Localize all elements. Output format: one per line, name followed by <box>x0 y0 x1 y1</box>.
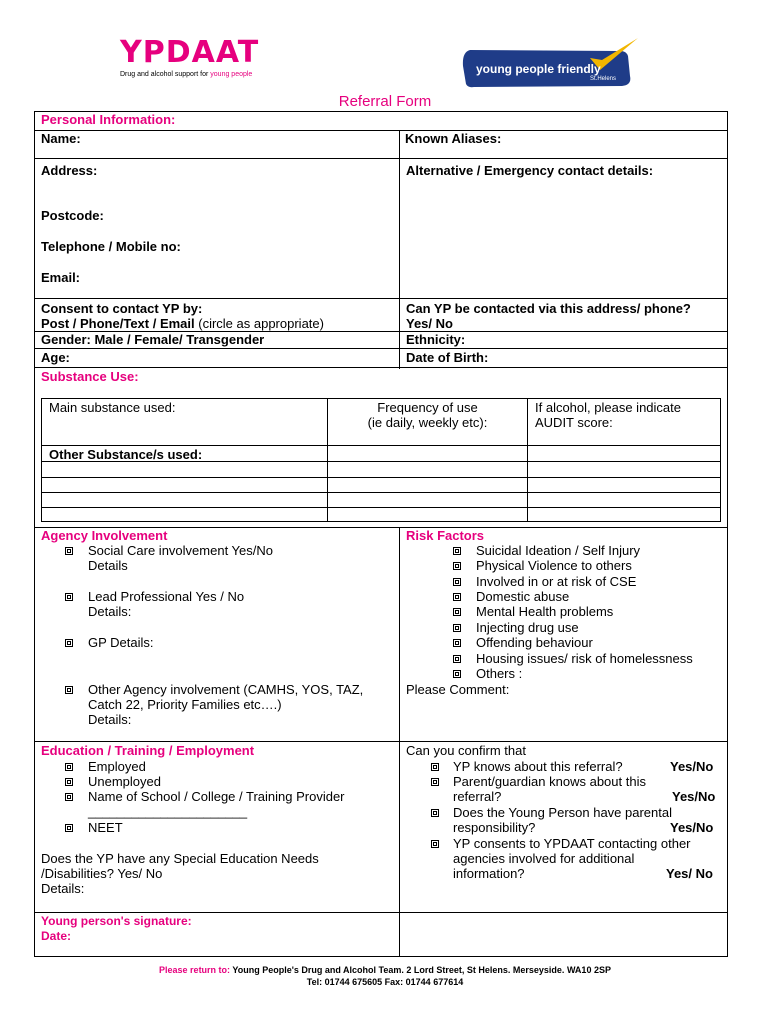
checkbox-icon <box>453 578 461 586</box>
other-agency-label-1: Other Agency involvement (CAMHS, YOS, TAZ, <box>88 682 364 697</box>
checkbox-icon <box>453 639 461 647</box>
checkbox-icon <box>453 670 461 678</box>
signature-label: Young person's signature: <box>41 914 192 928</box>
risk-item: Involved in or at risk of CSE <box>476 574 637 589</box>
lead-professional-details: Details: <box>88 604 132 619</box>
lead-professional-label: Lead Professional Yes / No <box>88 589 245 604</box>
aliases-label: Known Aliases: <box>405 131 502 146</box>
address-label: Address: <box>41 163 98 178</box>
confirm-q4-answer: Yes/ No <box>666 866 713 881</box>
date-label: Date: <box>41 929 72 943</box>
confirm-q3-answer: Yes/No <box>670 820 714 835</box>
school-label: Name of School / College / Training Provider <box>88 789 345 804</box>
confirm-intro: Can you confirm that <box>406 743 526 758</box>
confirm-q4-2: agencies involved for additional <box>453 851 635 866</box>
personal-section-heading: Personal Information: <box>41 112 176 127</box>
dob-label: Date of Birth: <box>406 350 489 365</box>
confirm-q3-2: responsibility? <box>453 820 536 835</box>
checkbox-icon <box>65 778 73 786</box>
checkbox-icon <box>65 824 73 832</box>
checkbox-icon <box>453 562 461 570</box>
confirm-q1: YP knows about this referral? <box>453 759 623 774</box>
checkbox-icon <box>65 639 73 647</box>
confirm-q2-1: Parent/guardian knows about this <box>453 774 646 789</box>
risk-comment-label: Please Comment: <box>406 682 510 697</box>
agency-section-heading: Agency Involvement <box>41 528 168 543</box>
sen-label-2: /Disabilities? Yes/ No <box>41 866 163 881</box>
school-blank-line: ______________________ <box>88 804 248 819</box>
confirm-q4-1: YP consents to YPDAAT contacting other <box>453 836 691 851</box>
confirm-q2-2: referral? <box>453 789 502 804</box>
confirm-q1-answer: Yes/No <box>670 759 714 774</box>
sen-details: Details: <box>41 881 85 896</box>
checkbox-icon <box>65 686 73 694</box>
alt-contact-label: Alternative / Emergency contact details: <box>406 163 654 178</box>
gp-details-label: GP Details: <box>88 635 154 650</box>
ypf-logo-sub: St.Helens <box>590 76 617 82</box>
risk-item: Suicidal Ideation / Self Injury <box>476 543 641 558</box>
name-label: Name: <box>41 131 81 146</box>
risk-item: Housing issues/ risk of homelessness <box>476 651 693 666</box>
checkbox-icon <box>65 793 73 801</box>
form-title: Referral Form <box>338 93 432 110</box>
young-people-friendly-logo <box>462 36 640 90</box>
ethnicity-label: Ethnicity: <box>406 332 466 347</box>
social-care-label: Social Care involvement Yes/No <box>88 543 273 558</box>
footer-contact: Tel: 01744 675605 Fax: 01744 677614 <box>306 977 464 987</box>
checkbox-icon <box>65 593 73 601</box>
checkbox-icon <box>453 655 461 663</box>
consent-options: Post / Phone/Text / Email (circle as appropriate) <box>41 316 324 331</box>
social-care-details: Details <box>88 558 128 573</box>
risk-item: Offending behaviour <box>476 635 593 650</box>
age-label: Age: <box>41 350 70 365</box>
risk-item: Physical Violence to others <box>476 558 632 573</box>
education-section-heading: Education / Training / Employment <box>41 743 255 758</box>
can-contact-yes-no: Yes/ No <box>406 316 453 331</box>
frequency-label-1: Frequency of use <box>377 400 478 415</box>
checkbox-icon <box>65 763 73 771</box>
consent-label: Consent to contact YP by: <box>41 301 203 316</box>
checkbox-icon <box>431 840 439 848</box>
gender-label: Gender: Male / Female/ Transgender <box>41 332 265 347</box>
main-substance-label: Main substance used: <box>49 400 176 415</box>
audit-label-2: AUDIT score: <box>535 415 613 430</box>
employed-label: Employed <box>88 759 146 774</box>
substance-section-heading: Substance Use: <box>41 369 139 384</box>
risk-item: Mental Health problems <box>476 604 614 619</box>
checkbox-icon <box>453 593 461 601</box>
footer-return-address: Please return to: Young People's Drug and Alcohol Team. 2 Lord Street, St Helens. Merseyside. WA10 2SP <box>159 965 611 975</box>
frequency-label-2: (ie daily, weekly etc): <box>367 415 488 430</box>
ypdaat-logo-text: YPDAAT <box>120 35 260 70</box>
other-agency-label-2: Catch 22, Priority Families etc….) <box>88 697 282 712</box>
sen-label-1: Does the YP have any Special Education Needs <box>41 851 319 866</box>
neet-label: NEET <box>88 820 123 835</box>
checkbox-icon <box>431 809 439 817</box>
unemployed-label: Unemployed <box>88 774 161 789</box>
risk-item: Domestic abuse <box>476 589 570 604</box>
other-agency-details: Details: <box>88 712 132 727</box>
confirm-q2-answer: Yes/No <box>672 789 716 804</box>
checkbox-icon <box>453 547 461 555</box>
ypdaat-logo <box>120 35 260 80</box>
other-substance-label: Other Substance/s used: <box>49 447 203 462</box>
checkbox-icon <box>431 763 439 771</box>
telephone-label: Telephone / Mobile no: <box>41 239 181 254</box>
checkbox-icon <box>431 778 439 786</box>
ypdaat-tagline: Drug and alcohol support for young people <box>120 71 253 78</box>
can-contact-label: Can YP be contacted via this address/ phone? <box>406 301 691 316</box>
risk-section-heading: Risk Factors <box>406 528 485 543</box>
audit-label-1: If alcohol, please indicate <box>535 400 681 415</box>
confirm-q3-1: Does the Young Person have parental <box>453 805 673 820</box>
email-label: Email: <box>41 270 81 285</box>
confirm-q4-3: information? <box>453 866 525 881</box>
checkbox-icon <box>453 624 461 632</box>
risk-item: Others : <box>476 666 523 681</box>
risk-item: Injecting drug use <box>476 620 579 635</box>
ypf-logo-text: young people friendly <box>476 62 601 76</box>
checkbox-icon <box>453 608 461 616</box>
checkbox-icon <box>65 547 73 555</box>
postcode-label: Postcode: <box>41 208 104 223</box>
